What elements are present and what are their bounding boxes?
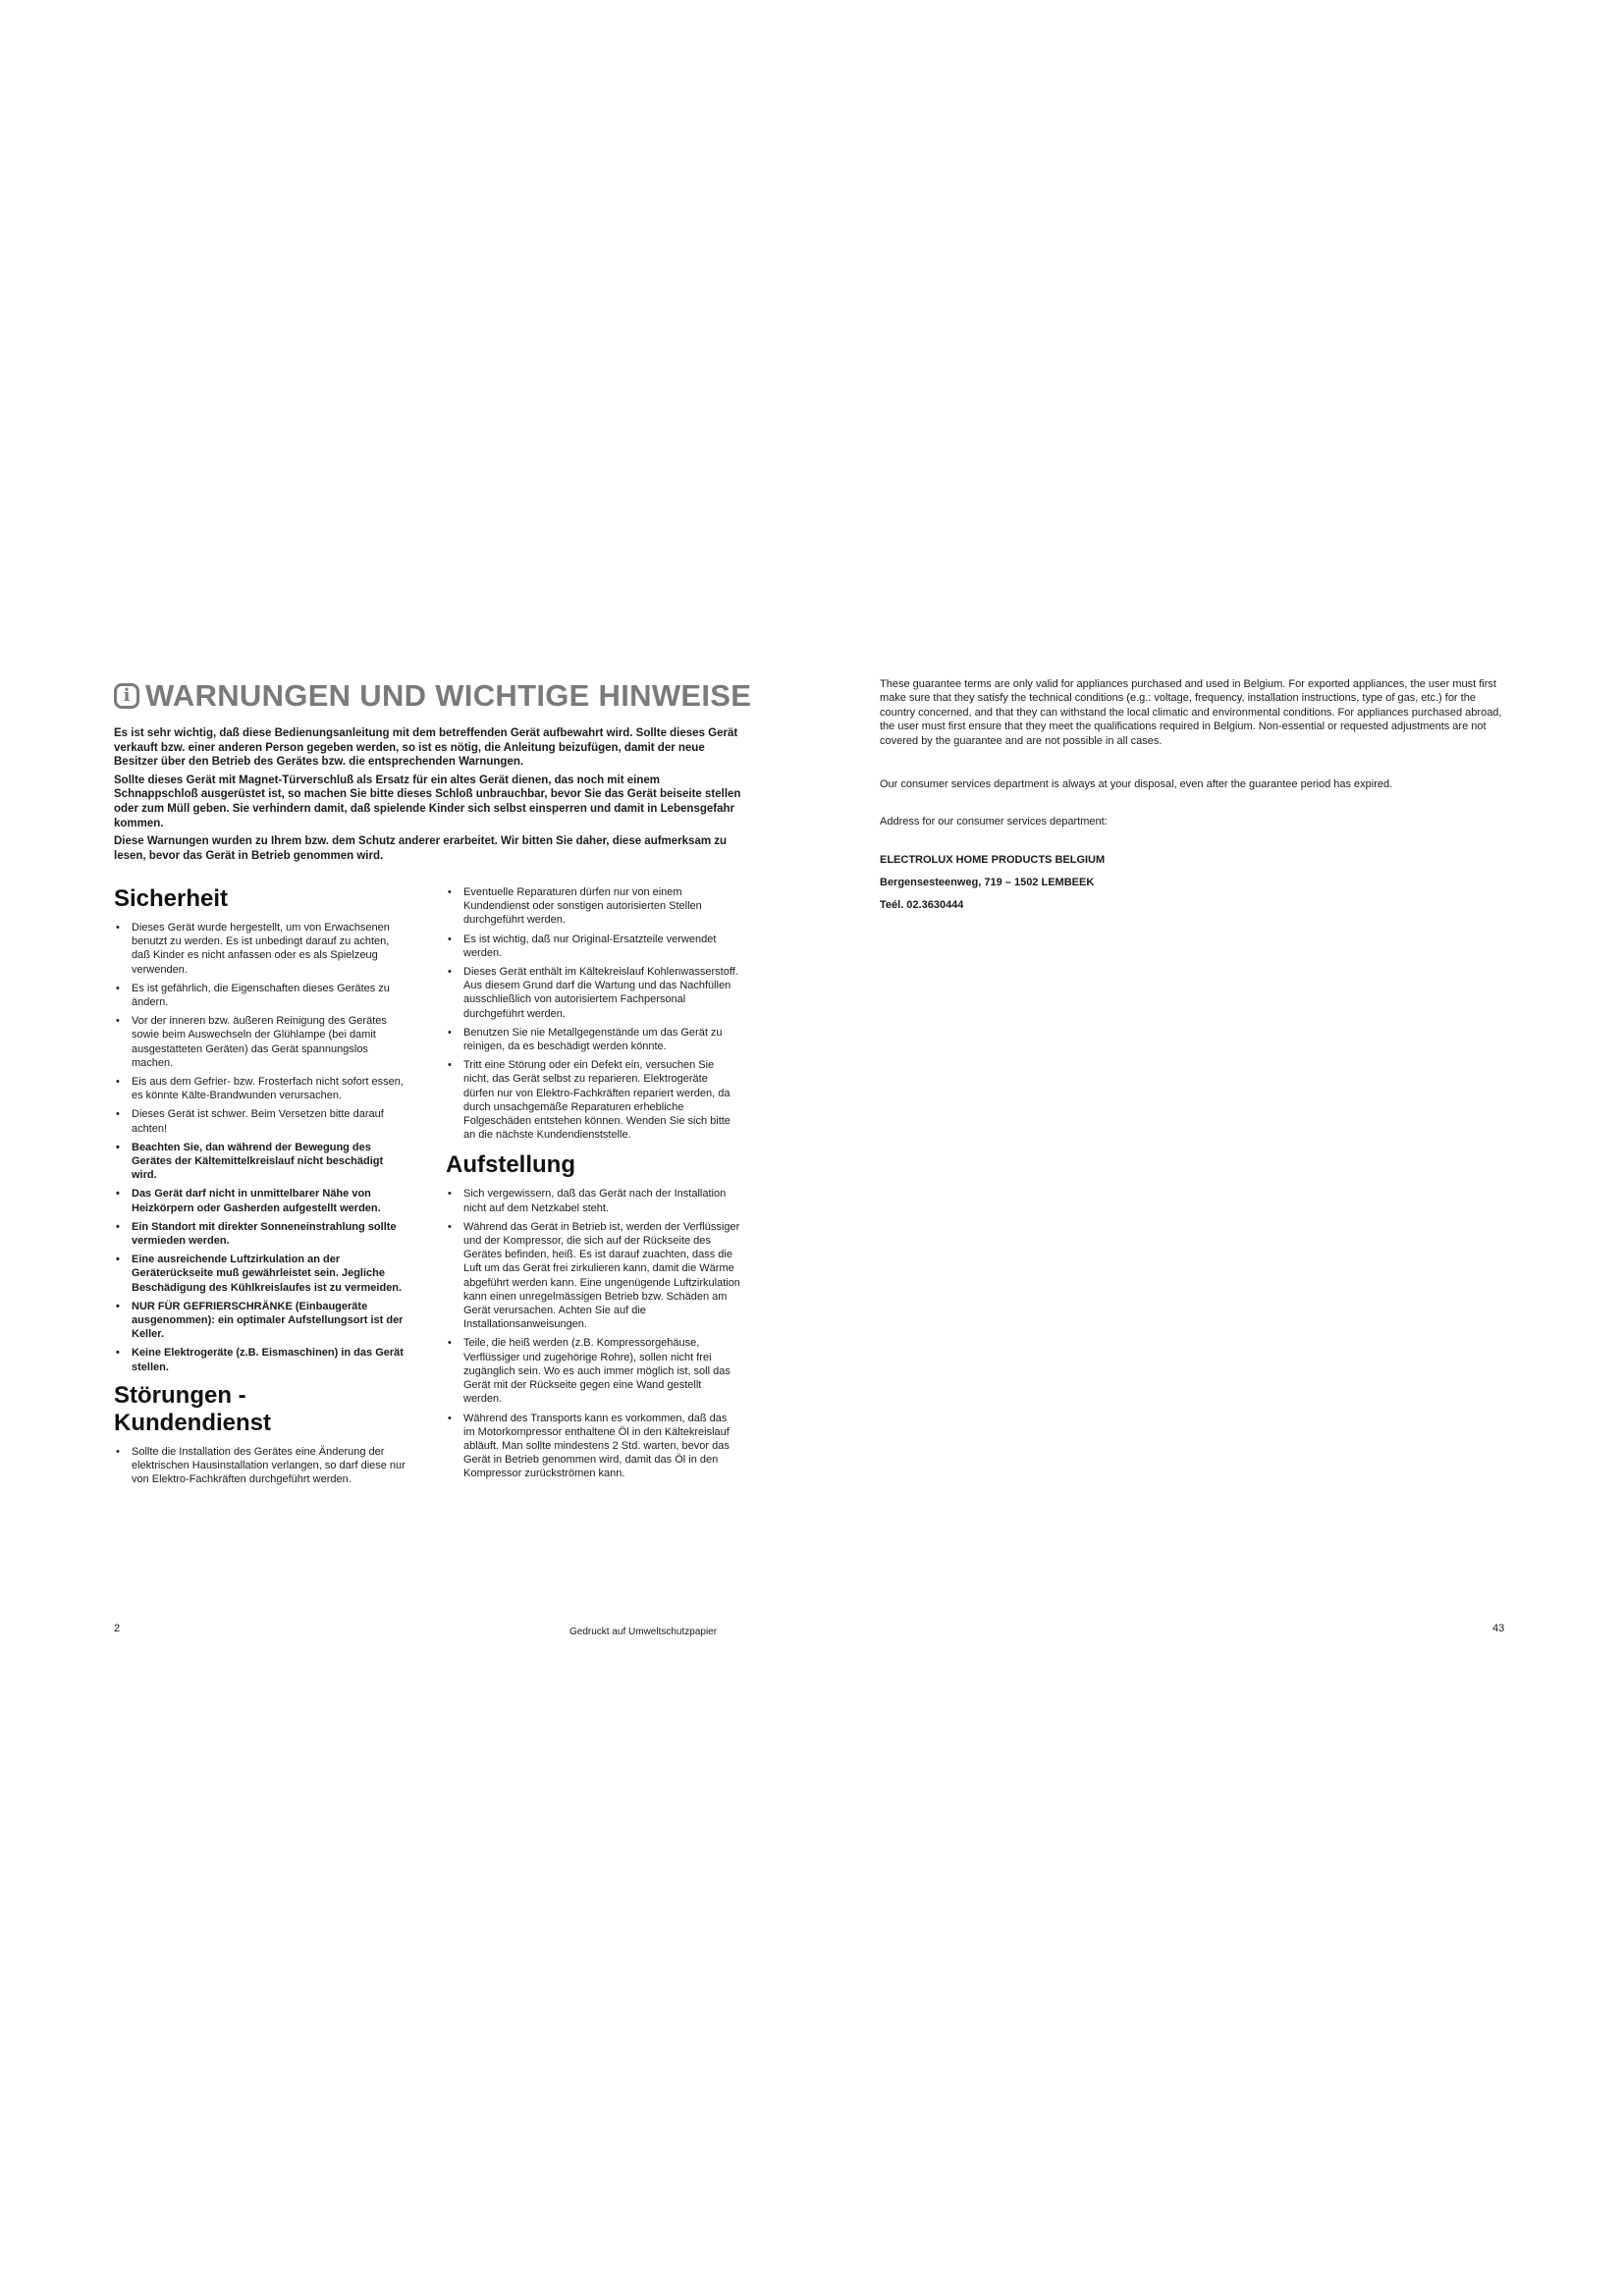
list-item: • Eventuelle Reparaturen dürfen nur von einem Kundendienst oder sonstigen autorisierten Stellen durchgeführt werden. [446, 885, 740, 928]
stoerungen-list-continued [446, 885, 740, 1142]
list-item: • Dieses Gerät enthält im Kältekreislauf Kohlenwasserstoff. Aus diesem Grund darf die Wartung und das Nachfüllen ausschließlich von autorisiertem Fachpersonal durchgeführt werden. [446, 965, 740, 1021]
page-number-left: 2 [114, 1623, 121, 1634]
list-item: • Beachten Sie, dan während der Bewegung des Gerätes der Kältemittelkreislauf nicht beschädigt wird. [114, 1141, 408, 1183]
list-item: • Sollte die Installation des Gerätes eine Änderung der elektrischen Hausinstallation verlangen, so darf diese nur von Elektro-Fachkräften durchgeführt werden. [114, 1445, 408, 1487]
list-item: • Vor der inneren bzw. äußeren Reinigung des Gerätes sowie beim Auswechseln der Glühlampe (bei damit ausgestatteten Geräten) das Gerät spannungslos machen. [114, 1014, 408, 1070]
list-item: • Das Gerät darf nicht in unmittelbarer Nähe von Heizkörpern oder Gasherden aufgestellt werden. [114, 1187, 408, 1214]
intro-paragraph: Sollte dieses Gerät mit Magnet-Türverschluß als Ersatz für ein altes Gerät dienen, das noch mit einem Schnappschloß ausgerüstet ist, so machen Sie bitte dieses Schloß unbrauchbar, bevor Sie das Gerät beiseite stellen oder zum Müll geben. Sie verhindern damit, daß spielende Kinder sich selbst einsperren und damit in Lebensgefahr kommen. [114, 774, 741, 829]
guarantee-paragraph: These guarantee terms are only valid for appliances purchased and used in Belgium. For exported appliances, the user must first make sure that they satisfy the technical conditions (e.g.: voltage, frequency, installation instructions, type of gas, etc.) for the country concerned, and that they can withstand the local climatic and environmental conditions. For appliances purchased abroad, the user must first ensure that they meet the qualifications required in Belgium. Non-essential or requested adjustments are not covered by the guarantee and are not possible in all cases. [880, 678, 1502, 747]
list-item: • Sich vergewissern, daß das Gerät nach der Installation nicht auf dem Netzkabel steht. [446, 1187, 740, 1214]
list-item: • Während das Gerät in Betrieb ist, werden der Verflüssiger und der Kompressor, die sich auf der Rückseite des Gerätes befinden, heiß. Es ist darauf zuachten, dass die Luft um das Gerät frei zirkulieren kann, damit die Wärme abgeführt werden kann. Eine ungenügende Luftzirkulation kann einen unregelmässigen Betrieb bzw. Schäden am Gerät verursachen. Achten Sie auf die Installationsanweisungen. [446, 1220, 740, 1332]
intro-paragraph: Diese Warnungen wurden zu Ihrem bzw. dem Schutz anderer erarbeitet. Wir bitten Sie daher, diese aufmerksam zu lesen, bevor das Gerät in Betrieb genommen wird. [114, 835, 728, 862]
aufstellung-list [446, 1187, 740, 1480]
intro-section [114, 726, 742, 867]
list-item: • Benutzen Sie nie Metallgegenstände um das Gerät zu reinigen, da es beschädigt werden könnte. [446, 1026, 740, 1053]
aufstellung-heading: Aufstellung [446, 1151, 575, 1179]
list-item: • Tritt eine Störung oder ein Defekt ein, versuchen Sie nicht, das Gerät selbst zu reparieren. Elektrogeräte dürfen nur von Elektro-Fachkräften repariert werden, da durch unsachgemäße Reparaturen erhebliche Folgeschäden entstehen können. Wenden Sie sich bitte an die nächste Kundendienststelle. [446, 1058, 740, 1142]
service-paragraph: Our consumer services department is always at your disposal, even after the guarantee period has expired. [880, 778, 1393, 791]
sicherheit-list [114, 921, 408, 1374]
list-item: • Eine ausreichende Luftzirkulation an der Geräterückseite muß gewährleistet sein. Jegliche Beschädigung des Kühlkreislaufes ist zu vermeiden. [114, 1253, 408, 1295]
list-item: • NUR FÜR GEFRIERSCHRÄNKE (Einbaugeräte ausgenommen): ein optimaler Aufstellungsort ist der Keller. [114, 1300, 408, 1342]
right-page [880, 677, 1508, 912]
page-title [114, 671, 782, 721]
list-item: • Eis aus dem Gefrier- bzw. Frosterfach nicht sofort essen, es könnte Kälte-Brandwunden verursachen. [114, 1075, 408, 1102]
list-item: • Keine Elektrogeräte (z.B. Eismaschinen) in das Gerät stellen. [114, 1346, 408, 1373]
sicherheit-heading: Sicherheit [114, 885, 229, 912]
address-label: Address for our consumer services department: [880, 816, 1108, 828]
list-item: • Dieses Gerät wurde hergestellt, um von Erwachsenen benutzt zu werden. Es ist unbedingt darauf zu achten, daß Kinder es nicht anfassen oder es als Spielzeug verwenden. [114, 921, 408, 977]
stoerungen-list [114, 1445, 408, 1487]
printed-note: Gedruckt auf Umweltschutzpapier [569, 1627, 718, 1637]
middle-column [446, 885, 740, 1486]
intro-paragraph: Es ist sehr wichtig, daß diese Bedienungsanleitung mit dem betreffenden Gerät aufbewahrt wird. Sollte dieses Gerät verkauft bzw. einer anderen Person gegeben werden, so ist es nötig, die Anleitung beizufügen, damit der neue Besitzer über den Betrieb des Gerätes bzw. die entsprechenden Warnungen. [114, 727, 738, 769]
stoerungen-heading: Störungen - Kundendienst [114, 1381, 271, 1436]
list-item: • Es ist wichtig, daß nur Original-Ersatzteile verwendet werden. [446, 933, 740, 960]
company-phone: Teél. 02.3630444 [880, 898, 964, 911]
title-text: WARNUNGEN UND WICHTIGE HINWEISE [145, 678, 752, 713]
left-column [114, 885, 408, 1492]
list-item: • Es ist gefährlich, die Eigenschaften dieses Gerätes zu ändern. [114, 982, 408, 1009]
list-item: • Dieses Gerät ist schwer. Beim Versetzen bitte darauf achten! [114, 1107, 408, 1135]
info-icon: i [114, 683, 139, 709]
list-item: • Während des Transports kann es vorkommen, daß das im Motorkompressor enthaltene Öl in den Kältekreislauf abläuft. Man sollte mindestens 2 Std. warten, bevor das Gerät in Betrieb genommen wird, damit das Öl in den Kompressor zurückströmen kann. [446, 1412, 740, 1481]
company-street: Bergensesteenweg, 719 – 1502 LEMBEEK [880, 876, 1095, 888]
page-number-right: 43 [1492, 1623, 1505, 1634]
list-item: • Teile, die heiß werden (z.B. Kompressorgehäuse, Verflüssiger und zugehörige Rohre), sollen nicht frei zugänglich sein. Wo es auch immer möglich ist, soll das Gerät mit der Rückseite gegen eine Wand gestellt werden. [446, 1336, 740, 1406]
company-name: ELECTROLUX HOME PRODUCTS BELGIUM [880, 853, 1106, 866]
list-item: • Ein Standort mit direkter Sonneneinstrahlung sollte vermieden werden. [114, 1220, 408, 1248]
